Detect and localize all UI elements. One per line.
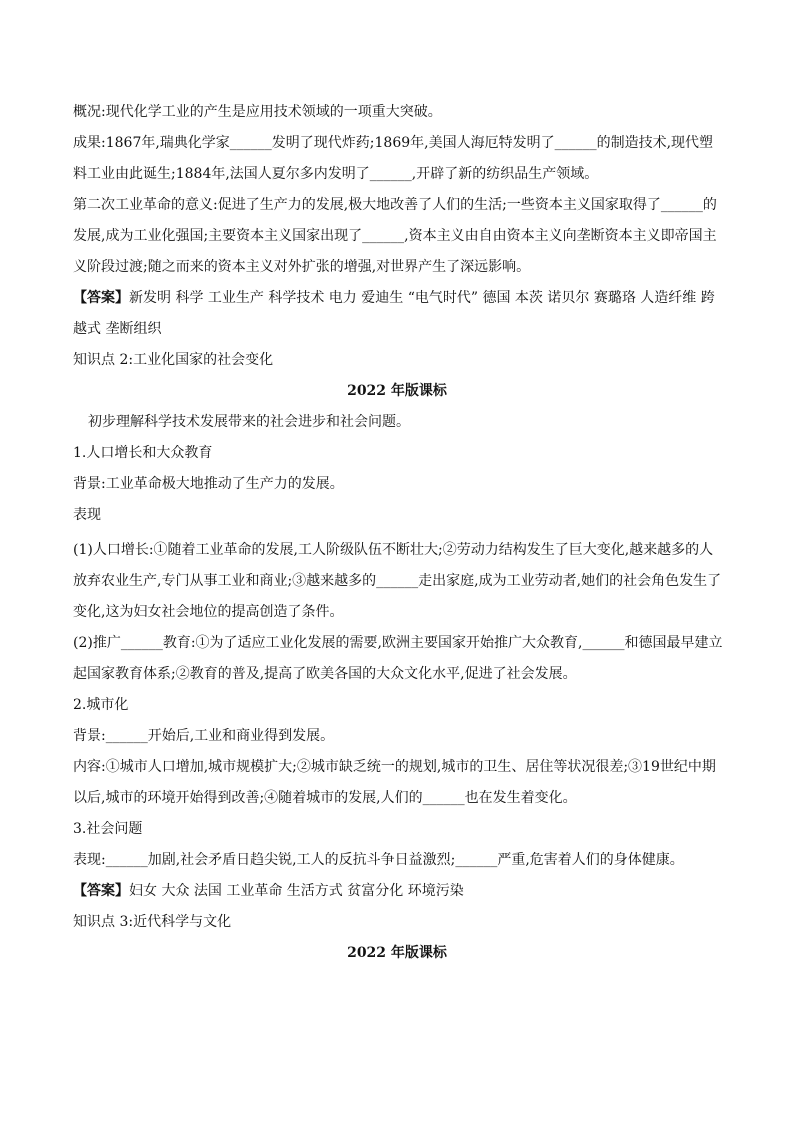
- significance-paragraph: 第二次工业革命的意义:促进了生产力的发展,极大地改善了人们的生活;一些资本主义国家取得了______的发展,成为工业化强国;主要资本主义国家出现了______,资本主义由自由资本主义向垄断资本主义即帝国主义阶段过渡;随之而来的资本主义对外扩张的增强,对世界产生了深远影响。: [73, 197, 717, 275]
- standard-text: 初步理解科学技术发展带来的社会进步和社会问题。: [88, 414, 410, 430]
- overview-paragraph: 概况:现代化学工业的产生是应用技术领域的一项重大突破。: [73, 104, 442, 120]
- answer-text: 新发明 科学 工业生产 科学技术 电力 爱迪生 “电气时代” 德国 本茨 诺贝尔 赛璐珞 人造纤维 跨越式 垄断组织: [73, 290, 715, 337]
- subsection-1-background: 背景:工业革命极大地推动了生产力的发展。: [73, 476, 344, 492]
- subsection-2-title: 2.城市化: [73, 697, 129, 713]
- subsection-3-performance: 表现:______加剧,社会矛盾日趋尖锐,工人的反抗斗争日益激烈;______严重,危害着人们的身体健康。: [73, 852, 684, 868]
- subsection-3-title: 3.社会问题: [73, 821, 143, 837]
- answer-paragraph-2: [73, 876, 723, 907]
- knowledge-point-2-title: 知识点 2:工业化国家的社会变化: [73, 352, 274, 368]
- subsection-2-background: 背景:______开始后,工业和商业得到发展。: [73, 728, 335, 744]
- subsection-2-content: 内容:①城市人口增加,城市规模扩大;②城市缺乏统一的规划,城市的卫生、居住等状况很差;③19世纪中期以后,城市的环境开始得到改善;④随着城市的发展,人们的______也在发生着变化。: [73, 759, 716, 806]
- subsection-1-title: 1.人口增长和大众教育: [73, 445, 213, 461]
- answer-paragraph-1: [73, 283, 723, 345]
- knowledge-point-3-title: 知识点 3:近代科学与文化: [73, 914, 232, 930]
- answer-label: 【答案】: [73, 290, 129, 306]
- standard-heading-2: 2022 年版课标: [347, 945, 447, 961]
- answer-text: 妇女 大众 法国 工业革命 生活方式 贫富分化 环境污染: [129, 883, 464, 899]
- results-paragraph: 成果:1867年,瑞典化学家______发明了现代炸药;1869年,美国人海厄特发明了______的制造技术,现代塑料工业由此诞生;1884年,法国人夏尔多内发明了______,开辟了新的纺织品生产领域。: [73, 135, 714, 182]
- population-growth-item: (1)人口增长:①随着工业革命的发展,工人阶级队伍不断壮大;②劳动力结构发生了巨大变化,越来越多的人放弃农业生产,专门从事工业和商业;③越来越多的______走出家庭,成为工业劳动者,她们的社会角色发生了变化,这为妇女社会地位的提高创造了条件。: [73, 542, 722, 620]
- subsection-1-performance: 表现: [73, 507, 101, 523]
- standard-heading-1: 2022 年版课标: [347, 383, 447, 399]
- mass-education-item: (2)推广______教育:①为了适应工业化发展的需要,欧洲主要国家开始推广大众教育,______和德国最早建立起国家教育体系;②教育的普及,提高了欧美各国的大众文化水平,促进了社会发展。: [73, 635, 723, 682]
- answer-label: 【答案】: [73, 883, 129, 899]
